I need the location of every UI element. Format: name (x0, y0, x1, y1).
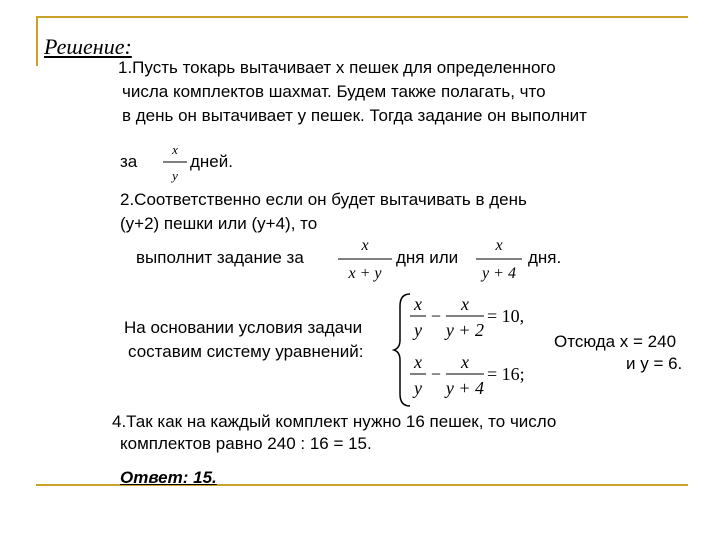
eq2-a-num: x (414, 352, 422, 372)
step1-za: за (120, 152, 138, 171)
step2-line2: (у+2) пешки или (у+4), то (120, 214, 318, 233)
step1-frac-num: x (172, 142, 178, 157)
step2-fraction1 (336, 234, 394, 288)
step1-days: дней. (190, 152, 233, 171)
eq1-rhs: = 10, (487, 306, 525, 326)
step3-line1: На основании условия задачи (124, 318, 363, 337)
system-brace (394, 294, 410, 406)
eq2-a-den: y (414, 378, 422, 398)
page-title: Решение: (44, 34, 132, 59)
step1-frac-den: y (172, 168, 178, 183)
step3-line2: составим систему уравнений: (128, 342, 364, 361)
step1-line1: 1.Пусть токарь вытачивает х пешек для определенного (118, 58, 556, 77)
answer: Ответ: 15. (120, 468, 217, 487)
left-rule (36, 16, 38, 66)
eq1-minus: − (430, 306, 442, 326)
step2-line1: 2.Соответственно если он будет вытачивать в день (120, 190, 527, 209)
step2-frac1-den: x + y (348, 265, 382, 282)
result-line1: Отсюда х = 240 (554, 332, 677, 351)
eq2-b-den: y + 4 (445, 378, 485, 398)
step1-line3: в день он вытачивает у пешек. Тогда задание он выполнит (122, 106, 587, 125)
eq2-minus: − (430, 364, 442, 384)
step2-days-or: дня или (396, 248, 459, 267)
eq1-b-den: y + 2 (445, 320, 485, 340)
step2-days: дня. (528, 248, 562, 267)
step1-fraction (160, 140, 190, 188)
step2-fraction2 (474, 234, 524, 288)
equation-system (392, 290, 542, 410)
step2-frac1-num: x (361, 237, 369, 254)
step4-line1: 4.Так как на каждый комплект нужно 16 пешек, то число (112, 412, 557, 431)
step2-frac2-num: x (495, 237, 503, 254)
step2-frac2-den: y + 4 (482, 265, 516, 282)
eq1-a-num: x (414, 294, 422, 314)
step2-line3: выполнит задание за (136, 248, 304, 267)
eq1-b-num: x (461, 294, 469, 314)
step1-line2: числа комплектов шахмат. Будем также полагать, что (122, 82, 546, 101)
eq1-a-den: y (414, 320, 422, 340)
eq2-b-num: x (461, 352, 469, 372)
step4-line2: комплектов равно 240 : 16 = 15. (120, 434, 372, 453)
top-rule (36, 16, 688, 18)
eq2-rhs: = 16; (487, 364, 525, 384)
result-line2: и у = 6. (626, 354, 683, 373)
